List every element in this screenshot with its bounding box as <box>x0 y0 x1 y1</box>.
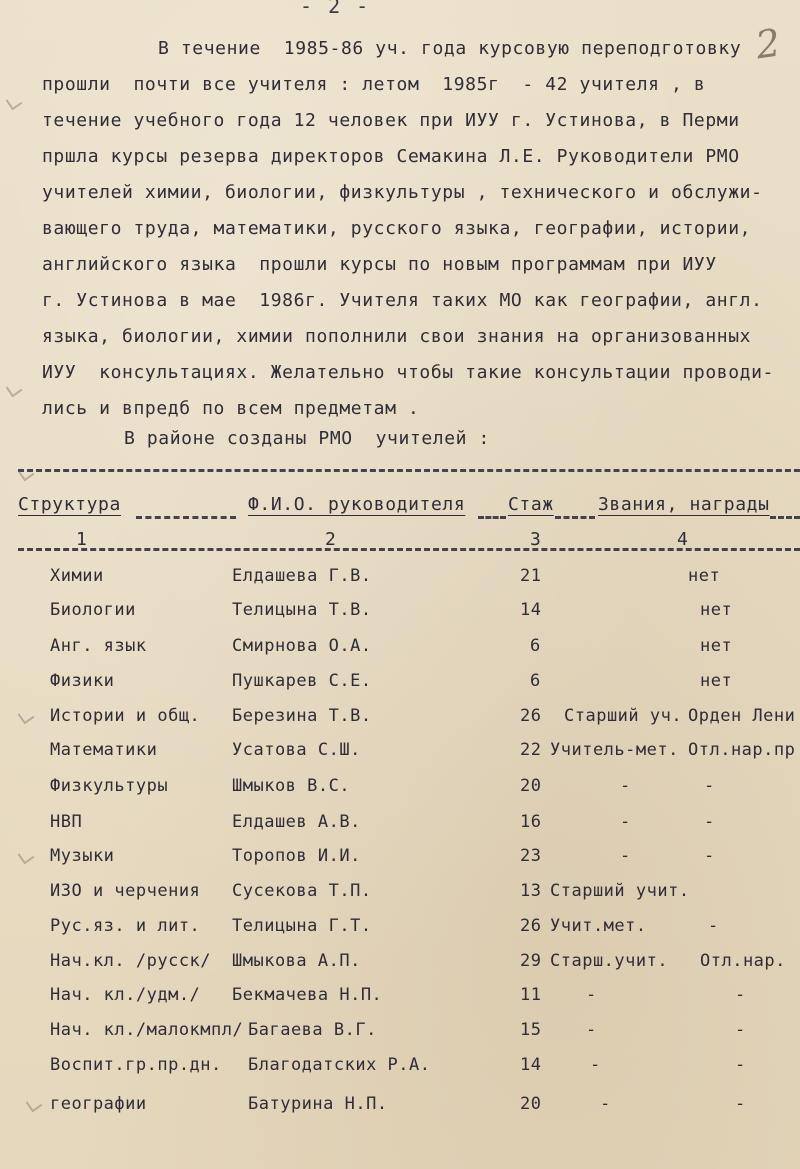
cell-award: Орден Лени <box>688 706 796 726</box>
cell-structure: Нач. кл./удм./ <box>50 985 201 1005</box>
cell-structure: НВП <box>50 812 83 832</box>
cell-leader: Елдашев А.В. <box>232 812 361 832</box>
cell-structure: Биологии <box>50 600 136 620</box>
cell-rank: - <box>620 846 631 866</box>
cell-rank: Старший уч. <box>564 706 683 726</box>
paragraph-line-9: языка, биологии, химии пополнили свои знания на организованных <box>42 326 752 347</box>
cell-stazh: 20 <box>520 776 542 796</box>
cell-leader: Усатова С.Ш. <box>232 740 361 760</box>
cell-stazh: 13 <box>520 881 542 901</box>
cell-leader: Торопов И.И. <box>232 846 361 866</box>
cell-rank: - <box>586 985 597 1005</box>
column-number-3: 3 <box>530 529 541 550</box>
cell-leader: Телицына Г.Т. <box>232 916 372 936</box>
cell-leader: Елдашева Г.В. <box>232 566 372 586</box>
cell-structure: ИЗО и черчения <box>50 881 201 901</box>
cell-structure: Нач. кл./малокмпл/ <box>50 1020 244 1040</box>
column-number-4: 4 <box>677 529 688 550</box>
table-row <box>0 916 800 940</box>
cell-structure: Музыки <box>50 846 115 866</box>
page-number: - 2 - <box>300 0 371 18</box>
table-row <box>0 566 800 590</box>
paragraph-line-1: В течение 1985-86 уч. года курсовую переподготовку <box>158 38 742 59</box>
cell-leader: Батурина Н.П. <box>248 1094 388 1114</box>
paragraph-line-6: вающего труда, математики, русского языка, географии, истории, <box>42 218 752 239</box>
cell-rank: Старший учит. <box>550 881 690 901</box>
cell-stazh: 26 <box>520 916 542 936</box>
cell-award: - <box>735 985 746 1005</box>
cell-award: - <box>704 846 715 866</box>
cell-leader: Березина Т.В. <box>232 706 372 726</box>
header-leader-name: Ф.И.О. руководителя <box>248 494 466 515</box>
table-row <box>0 881 800 905</box>
cell-structure: Химии <box>50 566 104 586</box>
cell-structure: Физкультуры <box>50 776 169 796</box>
handwritten-page-number: 2 <box>753 20 784 68</box>
table-row <box>0 1094 800 1118</box>
cell-structure: Анг. язык <box>50 636 147 656</box>
header-awards: Звания, награды <box>598 494 770 515</box>
cell-structure: Нач.кл. /русск/ <box>50 951 212 971</box>
cell-award: - <box>735 1094 746 1114</box>
cell-leader: Бекмачева Н.П. <box>232 985 383 1005</box>
header-structure: Структура <box>18 494 121 515</box>
cell-stazh: 26 <box>520 706 542 726</box>
table-row <box>0 1020 800 1044</box>
table-row <box>0 846 800 870</box>
cell-award: - <box>704 812 715 832</box>
cell-structure: Физики <box>50 671 115 691</box>
cell-award: - <box>735 1055 746 1075</box>
cell-rank: - <box>586 1020 597 1040</box>
cell-award: нет <box>700 600 733 620</box>
cell-rank: - <box>620 812 631 832</box>
cell-award: Отл.нар. <box>700 951 786 971</box>
cell-rank: - <box>600 1094 611 1114</box>
cell-award: нет <box>700 671 733 691</box>
cell-rank: Учитель-мет. <box>550 740 679 760</box>
table-row <box>0 600 800 624</box>
cell-stazh: 6 <box>530 671 541 691</box>
table-row <box>0 706 800 730</box>
table-row <box>0 951 800 975</box>
cell-stazh: 23 <box>520 846 542 866</box>
table-row <box>0 985 800 1009</box>
cell-leader: Сусекова Т.П. <box>232 881 372 901</box>
cell-award: нет <box>700 636 733 656</box>
paragraph-line-11: лись и впредб по всем предметам . <box>42 398 420 419</box>
cell-rank: Учит.мет. <box>550 916 647 936</box>
cell-leader: Смирнова О.А. <box>232 636 372 656</box>
cell-stazh: 16 <box>520 812 542 832</box>
cell-rank: - <box>620 776 631 796</box>
cell-stazh: 29 <box>520 951 542 971</box>
cell-leader: Благодатских Р.А. <box>248 1055 431 1075</box>
cell-structure: географии <box>50 1094 147 1114</box>
cell-stazh: 21 <box>520 566 542 586</box>
cell-rank: - <box>590 1055 601 1075</box>
cell-award: - <box>735 1020 746 1040</box>
cell-leader: Шмыков В.С. <box>232 776 351 796</box>
column-number-2: 2 <box>325 529 336 550</box>
table-row <box>0 776 800 800</box>
table-row <box>0 636 800 660</box>
paragraph-line-4: пршла курсы резерва директоров Семакина Л.Е. Руководители РМО <box>42 146 740 167</box>
cell-stazh: 11 <box>520 985 542 1005</box>
cell-leader: Шмыкова А.П. <box>232 951 361 971</box>
paragraph-line-2: прошли почти все учителя : летом 1985г - 42 учителя , в <box>42 74 706 95</box>
paragraph-line-10: ИУУ консультациях. Желательно чтобы такие консультации проводи- <box>42 362 774 383</box>
cell-structure: Рус.яз. и лит. <box>50 916 201 936</box>
cell-stazh: 14 <box>520 1055 542 1075</box>
cell-stazh: 14 <box>520 600 542 620</box>
table-row <box>0 671 800 695</box>
header-stazh: Стаж <box>508 494 554 515</box>
cell-leader: Телицына Т.В. <box>232 600 372 620</box>
table-row <box>0 1055 800 1079</box>
column-number-1: 1 <box>76 529 87 550</box>
cell-award: Отл.нар.пр <box>688 740 796 760</box>
intro-line: В районе созданы РМО учителей : <box>124 428 490 449</box>
cell-award: - <box>704 776 715 796</box>
paragraph-line-8: г. Устинова в мае 1986г. Учителя таких МО как географии, англ. <box>42 290 763 311</box>
cell-structure: Воспит.гр.пр.дн. <box>50 1055 222 1075</box>
cell-stazh: 15 <box>520 1020 542 1040</box>
paragraph-line-3: течение учебного года 12 человек при ИУУ г. Устинова, в Перми <box>42 110 740 131</box>
cell-award: нет <box>688 566 721 586</box>
cell-rank: Старш.учит. <box>550 951 669 971</box>
cell-leader: Багаева В.Г. <box>248 1020 377 1040</box>
cell-structure: Истории и общ. <box>50 706 201 726</box>
cell-award: - <box>708 916 719 936</box>
cell-stazh: 6 <box>530 636 541 656</box>
cell-stazh: 20 <box>520 1094 542 1114</box>
table-row <box>0 812 800 836</box>
paragraph-line-7: английского языка прошли курсы по новым программам при ИУУ <box>42 254 717 275</box>
cell-structure: Математики <box>50 740 158 760</box>
cell-leader: Пушкарев С.Е. <box>232 671 372 691</box>
table-row <box>0 740 800 764</box>
cell-stazh: 22 <box>520 740 542 760</box>
paragraph-line-5: учителей химии, биологии, физкультуры , технического и обслужи- <box>42 182 763 203</box>
